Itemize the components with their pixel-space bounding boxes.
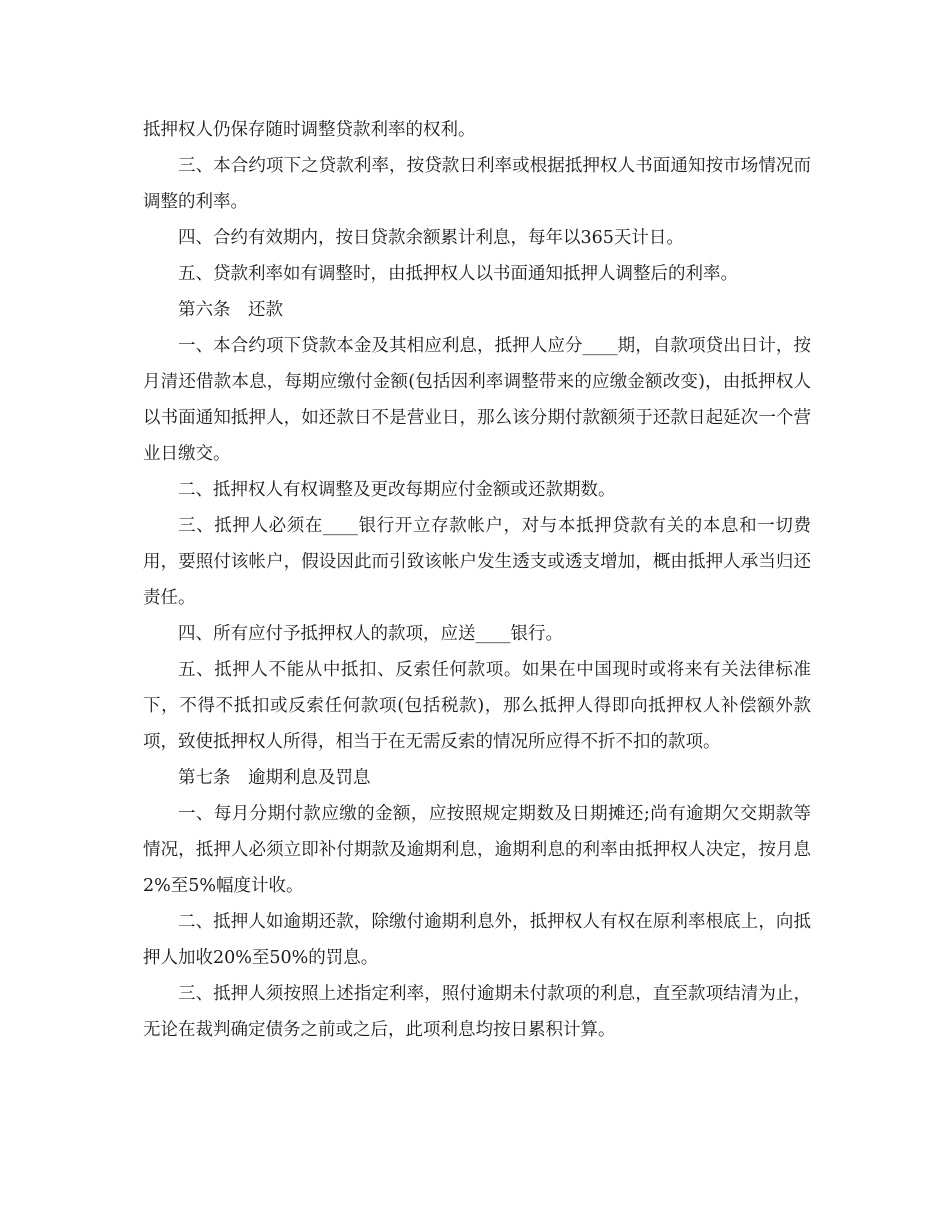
- paragraph-article-7-clause-3: 三、抵押人须按照上述指定利率，照付逾期未付款项的利息，直至款项结清为止，无论在裁判确定债务之前或之后，此项利息均按日累积计算。: [143, 984, 811, 1040]
- paragraph-article-6-clause-1: 一、本合约项下贷款本金及其相应利息，抵押人应分____期，自款项贷出日计，按月清还借款本息，每期应缴付金额(包括因利率调整带来的应缴金额改变)，由抵押权人以书面通知抵押人，如还款日不是营业日，那么该分期付款额须于还款日起延次一个营业日缴交。: [143, 336, 811, 464]
- paragraph-continuation: 抵押权人仍保存随时调整贷款利率的权利。: [143, 120, 476, 140]
- paragraph-clause-4-interest-calc: 四、合约有效期内，按日贷款余额累计利息，每年以365天计日。: [178, 228, 684, 248]
- paragraph-article-6-clause-5: 五、抵押人不能从中抵扣、反索任何款项。如果在中国现时或将来有关法律标准下，不得不抵扣或反索任何款项(包括税款)，那么抵押人得即向抵押权人补偿额外款项，致使抵押权人所得，相当于在无需反索的情况所应得不折不扣的款项。: [143, 660, 811, 752]
- paragraph-clause-5-rate-adjustment: 五、贷款利率如有调整时，由抵押权人以书面通知抵押人调整后的利率。: [178, 264, 738, 284]
- paragraph-article-6-clause-4: 四、所有应付予抵押权人的款项，应送____银行。: [178, 624, 563, 644]
- paragraph-article-7-clause-1: 一、每月分期付款应缴的金额，应按照规定期数及日期摊还;尚有逾期欠交期款等情况，抵押人必须立即补付期款及逾期利息，逾期利息的利率由抵押权人决定，按月息2%至5%幅度计收。: [143, 804, 811, 896]
- paragraph-article-7-clause-2: 二、抵押人如逾期还款，除缴付逾期利息外，抵押权人有权在原利率根底上，向抵押人加收20%至50%的罚息。: [143, 912, 811, 968]
- paragraph-article-6-clause-3: 三、抵押人必须在____银行开立存款帐户，对与本抵押贷款有关的本息和一切费用，要照付该帐户，假设因此而引致该帐户发生透支或透支增加，概由抵押人承当归还责任。: [143, 516, 811, 608]
- paragraph-article-6-clause-2: 二、抵押权人有权调整及更改每期应付金额或还款期数。: [178, 480, 616, 500]
- article-6-heading: 第六条 还款: [178, 300, 283, 320]
- document-body: [143, 112, 811, 1048]
- paragraph-clause-3-interest-rate: 三、本合约项下之贷款利率，按贷款日利率或根据抵押权人书面通知按市场情况而调整的利率。: [143, 156, 811, 212]
- article-7-heading: 第七条 逾期利息及罚息: [178, 768, 371, 788]
